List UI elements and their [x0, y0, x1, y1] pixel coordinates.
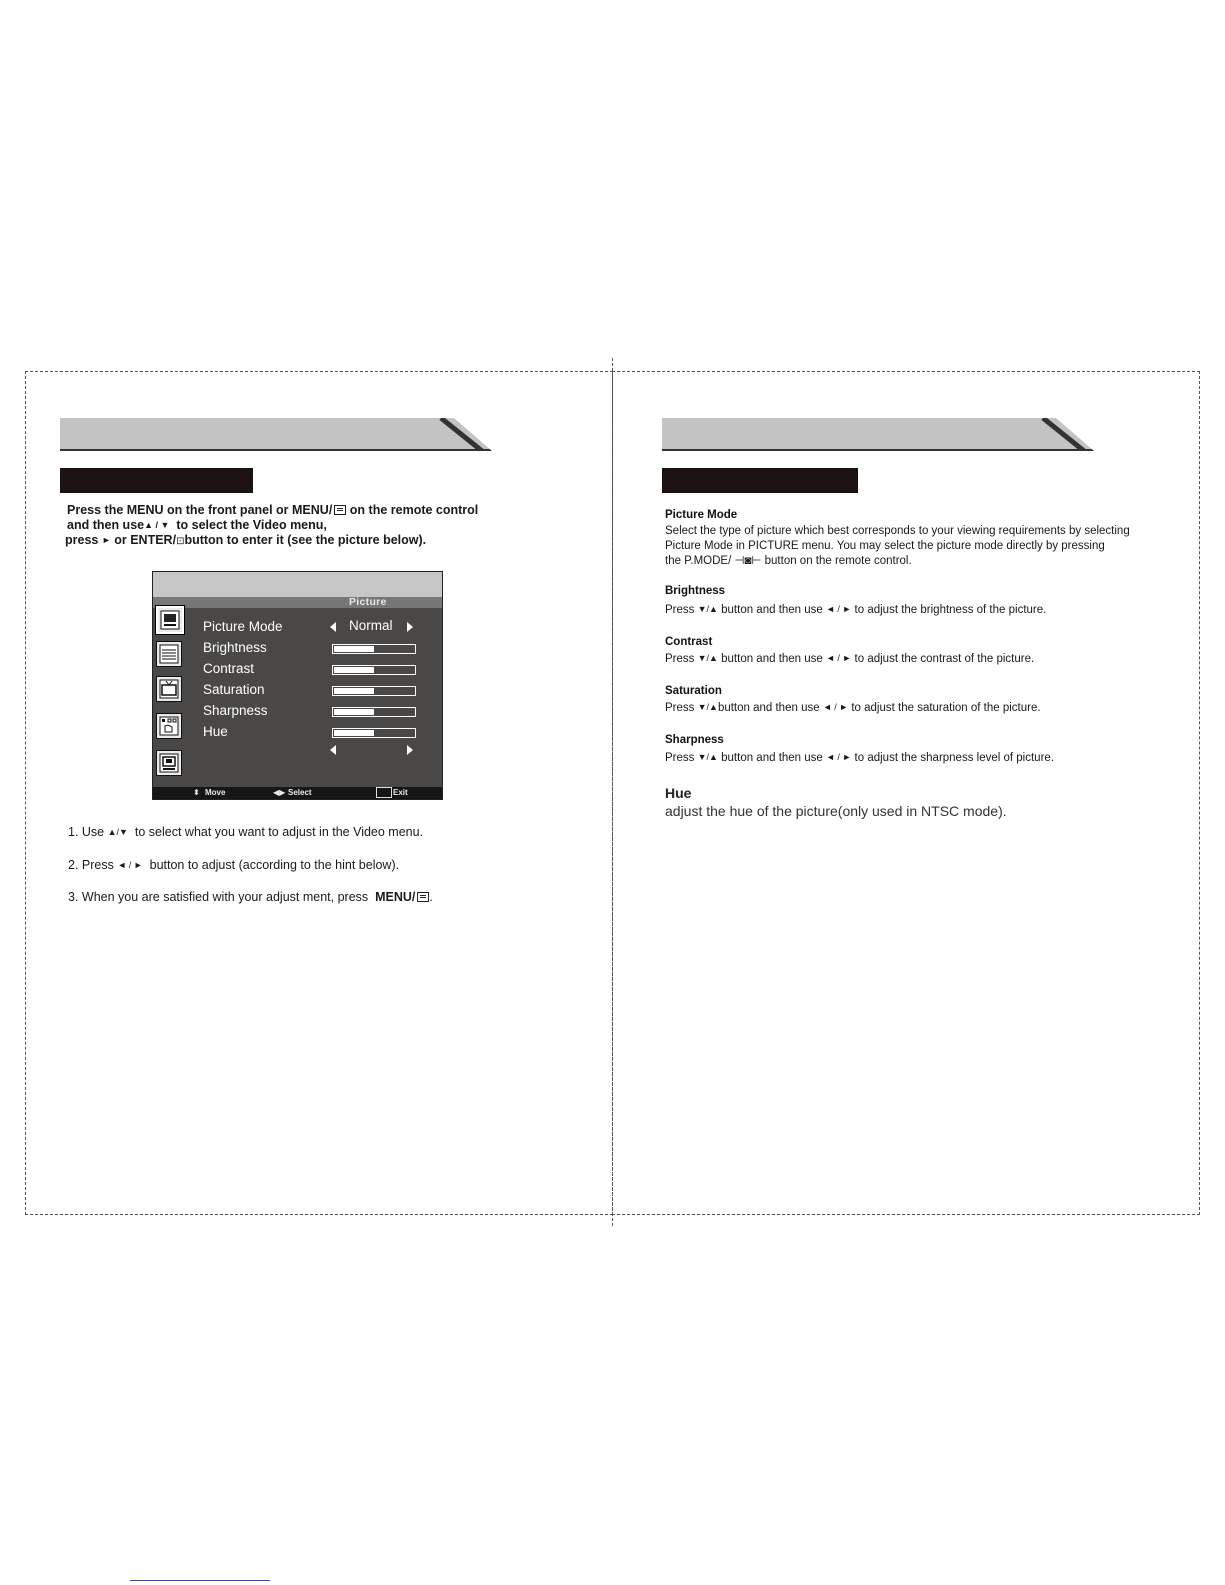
menu-button-icon	[334, 505, 346, 515]
picture-mode-line-1: Select the type of picture which best corresponds to your viewing requirements by selecting	[665, 525, 1130, 537]
heading-picture-mode: Picture Mode	[665, 509, 738, 521]
osd-item-picture-mode[interactable]: Picture Mode	[203, 619, 283, 634]
step-1: 1. Use ▲/▼ to select what you want to adjust in the Video menu.	[68, 825, 424, 839]
contrast-text: Press ▼/▲ button and then use ◄ / ► to adjust the contrast of the picture.	[665, 653, 1035, 665]
osd-title: Picture	[349, 596, 387, 608]
osd-footer	[153, 787, 442, 799]
osd-title-bar	[153, 597, 442, 608]
step-2: 2. Press ◄ / ► button to adjust (according to the hint below).	[68, 858, 400, 872]
brightness-text: Press ▼/▲ button and then use ◄ / ► to adjust the brightness of the picture.	[665, 604, 1047, 616]
exit-key-icon	[376, 787, 392, 798]
heading-saturation: Saturation	[665, 685, 722, 697]
mode-left-arrow-icon[interactable]	[330, 622, 336, 632]
osd-item-sharpness[interactable]: Sharpness	[203, 703, 268, 718]
heading-hue: Hue	[665, 785, 692, 801]
sharpness-bar[interactable]	[332, 707, 416, 717]
intro-line-2: and then use▲ / ▼ to select the Video menu,	[67, 518, 327, 532]
blank-left-arrow-icon[interactable]	[330, 745, 336, 755]
select-hint-icon: ◀▶	[273, 788, 286, 797]
header-slant-icon	[1036, 418, 1096, 451]
footer-link-underline	[130, 1580, 270, 1581]
intro-line-3: press ► or ENTER/⊡button to enter it (see the picture below).	[65, 533, 427, 547]
right-page-frame	[612, 371, 1200, 1215]
select-hint: Select	[288, 788, 312, 797]
left-section-bar	[60, 468, 253, 493]
osd-item-saturation[interactable]: Saturation	[203, 682, 265, 697]
saturation-text: Press ▼/▲button and then use ◄ / ► to adjust the saturation of the picture.	[665, 702, 1041, 714]
saturation-bar[interactable]	[332, 686, 416, 696]
move-hint-icon: ⬍	[193, 788, 200, 797]
mode-right-arrow-icon[interactable]	[407, 622, 413, 632]
osd-top-band	[153, 572, 442, 597]
heading-brightness: Brightness	[665, 585, 726, 597]
right-header-bar	[662, 418, 1094, 451]
exit-hint: Exit	[393, 788, 408, 797]
hue-text: adjust the hue of the picture(only used in NTSC mode).	[665, 803, 1007, 819]
sharpness-text: Press ▼/▲ button and then use ◄ / ► to adjust the sharpness level of picture.	[665, 752, 1054, 764]
osd-item-hue[interactable]: Hue	[203, 724, 228, 739]
move-hint: Move	[205, 788, 226, 797]
header-slant-icon	[434, 418, 494, 451]
sound-icon[interactable]	[156, 641, 182, 667]
step-3: 3. When you are satisfied with your adjust ment, press MENU/ .	[68, 890, 433, 904]
intro-line-1: Press the MENU on the front panel or MENU/ on the remote control	[67, 503, 479, 517]
tv-icon[interactable]	[156, 676, 182, 702]
osd-item-contrast[interactable]: Contrast	[203, 661, 255, 676]
contrast-bar[interactable]	[332, 665, 416, 675]
heading-sharpness: Sharpness	[665, 734, 724, 746]
setup-icon[interactable]	[156, 713, 182, 739]
osd-icon-column	[153, 608, 187, 785]
page-divider	[612, 358, 613, 1226]
picture-icon[interactable]	[156, 606, 184, 634]
hue-bar[interactable]	[332, 728, 416, 738]
enter-button-icon: ⊡	[176, 536, 185, 547]
picture-mode-line-2: Picture Mode in PICTURE menu. You may select the picture mode directly by pressing	[665, 540, 1105, 552]
menu-button-icon	[417, 892, 429, 902]
osd-picture-menu	[152, 571, 443, 800]
right-section-bar	[662, 468, 858, 493]
left-header-bar	[60, 418, 492, 451]
osd-mode-value: Normal	[349, 618, 393, 633]
osd-item-brightness[interactable]: Brightness	[203, 640, 267, 655]
heading-contrast: Contrast	[665, 636, 713, 648]
blank-right-arrow-icon[interactable]	[407, 745, 413, 755]
screen-icon[interactable]	[156, 750, 182, 776]
picture-mode-line-3: the P.MODE/ ⊣◙⊢ button on the remote control.	[665, 555, 912, 567]
brightness-bar[interactable]	[332, 644, 416, 654]
